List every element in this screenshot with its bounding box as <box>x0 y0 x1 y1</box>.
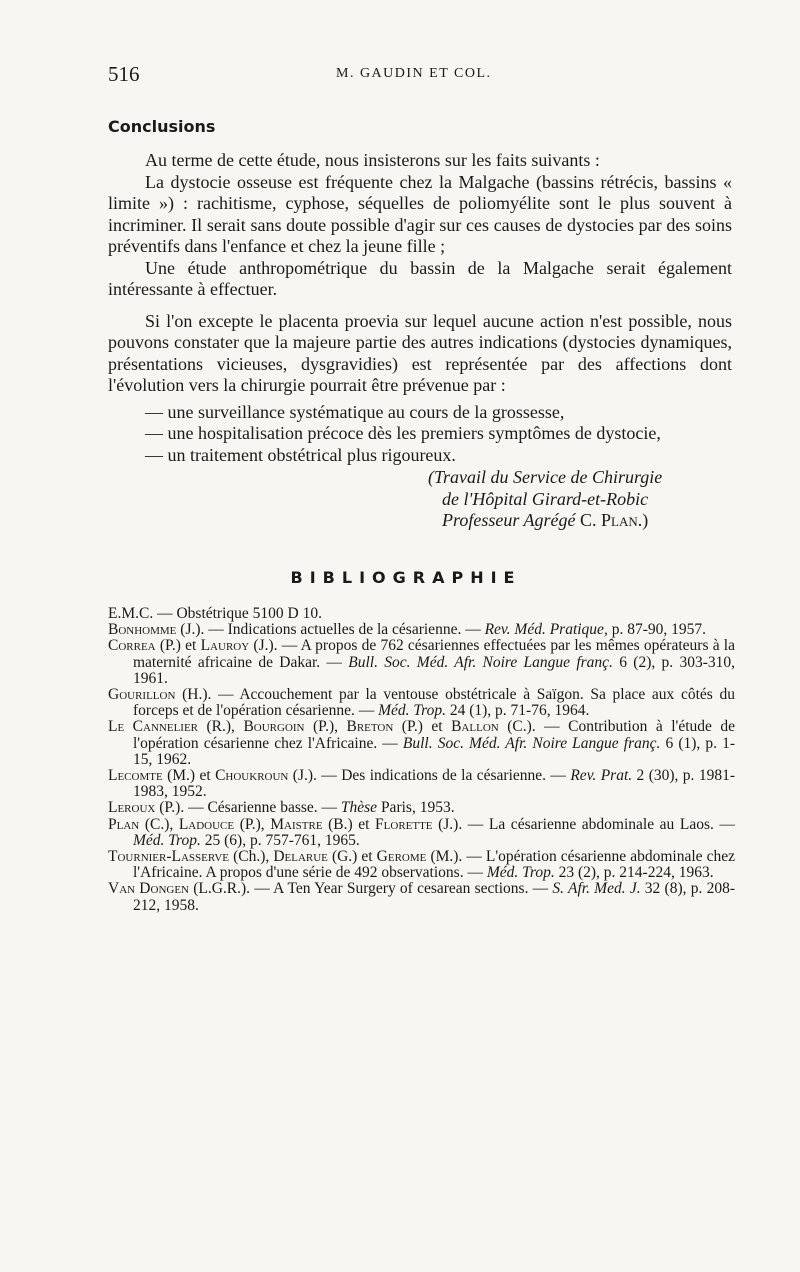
ref-text: (M.). — L'opération césarienne abdominale chez l'Africaine. A propos d'une série de 492 observations. — <box>133 848 736 882</box>
ref-author: Ladouce <box>178 815 235 833</box>
list-item: — un traitement obstétrical plus rigoureux. <box>145 444 456 465</box>
reference-item <box>108 622 735 638</box>
page-number: 516 <box>108 62 140 86</box>
paragraph: La dystocie osseuse est fréquente chez la Malgache (bassins rétrécis, bassins « limite ») : rachitisme, cyphose, séquelles de poliomyélite sont le plus souvent à incriminer. Il serait sans doute possible d'agir sur ces causes de dystocies par des soins préventifs dans l'enfance et chez la jeune fille ; <box>108 171 732 256</box>
ref-text: (J.). — La césarienne abdominale au Laos. — <box>432 815 735 833</box>
paragraph: Au terme de cette étude, nous insisterons sur les faits suivants : <box>145 150 600 170</box>
ref-text: (P.) et <box>393 718 452 736</box>
ref-text: (C.), <box>139 815 179 833</box>
reference-item <box>108 881 735 913</box>
service-credit <box>428 467 662 532</box>
ref-journal: Méd. Trop. <box>486 864 555 882</box>
ref-author: Maistre <box>270 815 323 833</box>
ref-text: 2 (30), p. 1981-1983, 1952. <box>133 767 735 801</box>
ref-journal: Bull. Soc. Méd. Afr. Noire Langue franç. <box>402 734 661 752</box>
reference-item <box>108 817 735 849</box>
credit-line <box>428 510 662 532</box>
ref-text: 32 (8), p. 208-212, 1958. <box>133 880 735 914</box>
ref-author: Lecomte <box>108 767 163 785</box>
ref-text: (P.), <box>304 718 347 736</box>
prevention-list <box>108 402 732 467</box>
paragraph: Si l'on excepte le placenta proevia sur lequel aucune action n'est possible, nous pouvons constater que la majeure partie des autres indications (dystocies dynamiques, présentations vicieuses, dysgravidies) est représentée par des affections dont l'évolution vers la chirurgie pourrait être prévenue par : <box>108 310 732 395</box>
ref-author: Delarue <box>273 848 328 866</box>
reference-item <box>108 719 735 768</box>
ref-author: Bourgoin <box>243 718 305 736</box>
ref-author: Choukroun <box>215 767 289 785</box>
ref-text: (C.). — Contribution à l'étude de l'opération césarienne chez l'Africaine. — <box>133 718 736 752</box>
ref-journal: S. Afr. Med. J. <box>552 880 641 898</box>
page-header <box>108 62 728 86</box>
ref-text: (P.), <box>234 815 271 833</box>
ref-journal: Thèse <box>340 799 378 817</box>
ref-text: (L.G.R.). — A Ten Year Surgery of cesarean sections. — <box>189 880 553 898</box>
ref-author: Breton <box>346 718 394 736</box>
ref-text: 23 (2), p. 214-224, 1963. <box>554 864 714 882</box>
list-item: — une surveillance systématique au cours de la grossesse, <box>145 401 565 422</box>
ref-text: p. 87-90, 1957. <box>607 621 706 639</box>
ref-text: (G.) et <box>327 848 377 866</box>
ref-text: (J.). — Des indications de la césarienne. — <box>288 767 571 785</box>
reference-list <box>108 606 735 914</box>
ref-text: 6 (2), p. 303-310, 1961. <box>133 653 735 687</box>
ref-text: (B.) et <box>322 815 376 833</box>
conclusions-body <box>108 150 732 466</box>
section-title-bibliography: BIBLIOGRAPHIE <box>290 568 522 587</box>
ref-text: (Ch.), <box>229 848 274 866</box>
ref-text: (J.). — A propos de 762 césariennes effectuées par les mêmes opérateurs à la maternité africaine de Dakar. — <box>133 637 735 671</box>
ref-text: E.M.C. — Obstétrique 5100 D 10. <box>108 605 322 622</box>
ref-author: Gourillon <box>108 686 176 704</box>
ref-journal: Rev. Méd. Pratique, <box>484 621 608 639</box>
reference-item <box>108 849 735 881</box>
ref-author: Van Dongen <box>108 880 189 898</box>
credit-line: de l'Hôpital Girard-et-Robic <box>442 488 649 509</box>
running-head: M. GAUDIN ET COL. <box>336 66 492 81</box>
ref-author: Leroux <box>108 799 156 817</box>
ref-author: Bonhomme <box>108 621 177 639</box>
ref-text: (J.). — Indications actuelles de la césarienne. — <box>176 621 485 639</box>
reference-item <box>108 606 735 622</box>
ref-text: (P.) et <box>155 637 201 655</box>
ref-text: (M.) et <box>162 767 216 785</box>
credit-line: (Travail du Service de Chirurgie <box>428 467 663 487</box>
ref-journal: Bull. Soc. Méd. Afr. Noire Langue franç. <box>348 653 613 671</box>
ref-text: Paris, 1953. <box>377 799 455 817</box>
reference-item <box>108 768 735 800</box>
ref-author: Tournier-Lasserve <box>108 848 230 866</box>
paragraph: Une étude anthropométrique du bassin de la Malgache serait également intéressante à effectuer. <box>108 257 732 299</box>
ref-author: Le Cannelier <box>108 718 199 736</box>
reference-item <box>108 800 735 816</box>
ref-author: Florette <box>375 815 433 833</box>
reference-item <box>108 687 735 719</box>
credit-title: Professeur Agrégé <box>442 510 576 530</box>
ref-journal: Méd. Trop. <box>378 702 446 720</box>
ref-author: Plan <box>108 815 140 833</box>
ref-text: 6 (1), p. 1-15, 1962. <box>133 734 735 768</box>
ref-author: Gerome <box>376 848 427 866</box>
ref-journal: Rev. Prat. <box>570 767 633 785</box>
ref-journal: Méd. Trop. <box>133 831 201 849</box>
ref-author: Correa <box>108 637 156 655</box>
ref-author: Ballon <box>451 718 499 736</box>
ref-text: 24 (1), p. 71-76, 1964. <box>445 702 590 720</box>
ref-author: Lauroy <box>200 637 250 655</box>
reference-item <box>108 638 735 687</box>
ref-text: (R.), <box>198 718 244 736</box>
section-title-conclusions: Conclusions <box>108 117 216 136</box>
ref-text: (H.). — Accouchement par la ventouse obstétricale à Saïgon. Sa place aux côtés du forceps et de l'opération césarienne. — <box>133 686 735 720</box>
ref-text: 25 (6), p. 757-761, 1965. <box>200 831 360 849</box>
list-item: — une hospitalisation précoce dès les premiers symptômes de dystocie, <box>145 423 661 443</box>
credit-name: C. Plan.) <box>579 510 649 530</box>
ref-text: (P.). — Césarienne basse. — <box>155 799 341 817</box>
